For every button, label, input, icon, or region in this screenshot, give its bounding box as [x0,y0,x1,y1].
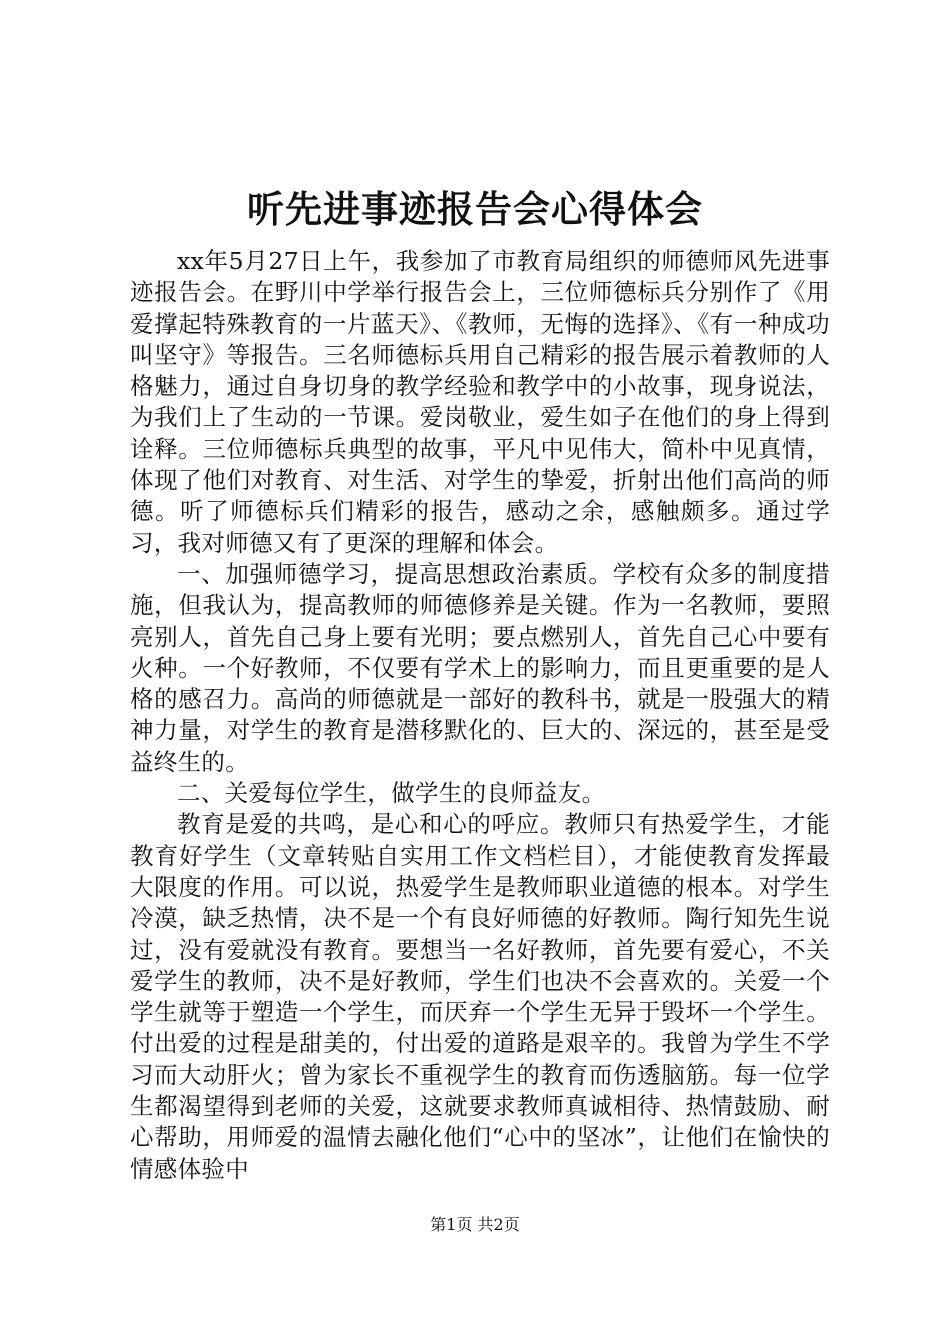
paragraph-point-two-heading: 二、关爱每位学生，做学生的良师益友。 [177,779,606,808]
document-body [130,246,830,1185]
document-title: 听先进事迹报告会心得体会 [247,187,703,231]
paragraph-point-one: 一、加强师德学习，提高思想政治素质。学校有众多的制度措施，但我认为，提高教师的师德修养是关键。作为一名教师，要照亮别人，首先自己身上要有光明；要点燃别人，首先自己心中要有火种。一个好教师，不仅要有学术上的影响力，而且更重要的是人格的感召力。高尚的师德就是一部好的教科书，就是一股强大的精神力量，对学生的教育是潜移默化的、巨大的、深远的，甚至是受益终生的。 [130,559,830,776]
paragraph-intro: xx年5月27日上午，我参加了市教育局组织的师德师风先进事迹报告会。在野川中学举行报告会上，三位师德标兵分别作了《用爱撑起特殊教育的一片蓝天》、《教师，无悔的选择》、《有一种成功叫坚守》等报告。三名师德标兵用自己精彩的报告展示着教师的人格魅力，通过自身切身的教学经验和教学中的小故事，现身说法，为我们上了生动的一节课。爱岗敬业，爱生如子在他们的身上得到诠释。三位师德标兵典型的故事，平凡中见伟大，简朴中见真情，体现了他们对教育、对生活、对学生的挚爱，折射出他们高尚的师德。听了师德标兵们精彩的报告，感动之余，感触颇多。通过学习，我对师德又有了更深的理解和体会。 [130,247,830,557]
paragraph-point-two-body: 教育是爱的共鸣，是心和心的呼应。教师只有热爱学生，才能教育好学生（文章转贴自实用工作文档栏目），才能使教育发挥最大限度的作用。可以说，热爱学生是教师职业道德的根本。对学生冷漠，缺乏热情，决不是一个有良好师德的好教师。陶行知先生说过，没有爱就没有教育。要想当一名好教师，首先要有爱心，不关爱学生的教师，决不是好教师，学生们也决不会喜欢的。关爱一个学生就等于塑造一个学生，而厌弃一个学生无异于毁坏一个学生。付出爱的过程是甜美的，付出爱的道路是艰辛的。我曾为学生不学习而大动肝火；曾为家长不重视学生的教育而伤透脑筋。每一位学生都渴望得到老师的关爱，这就要求教师真诚相待、热情鼓励、耐心帮助，用师爱的温情去融化他们“心中的坚冰”，让他们在愉快的情感体验中 [130,810,830,1183]
page-footer: 第1页 共2页 [430,1215,520,1234]
